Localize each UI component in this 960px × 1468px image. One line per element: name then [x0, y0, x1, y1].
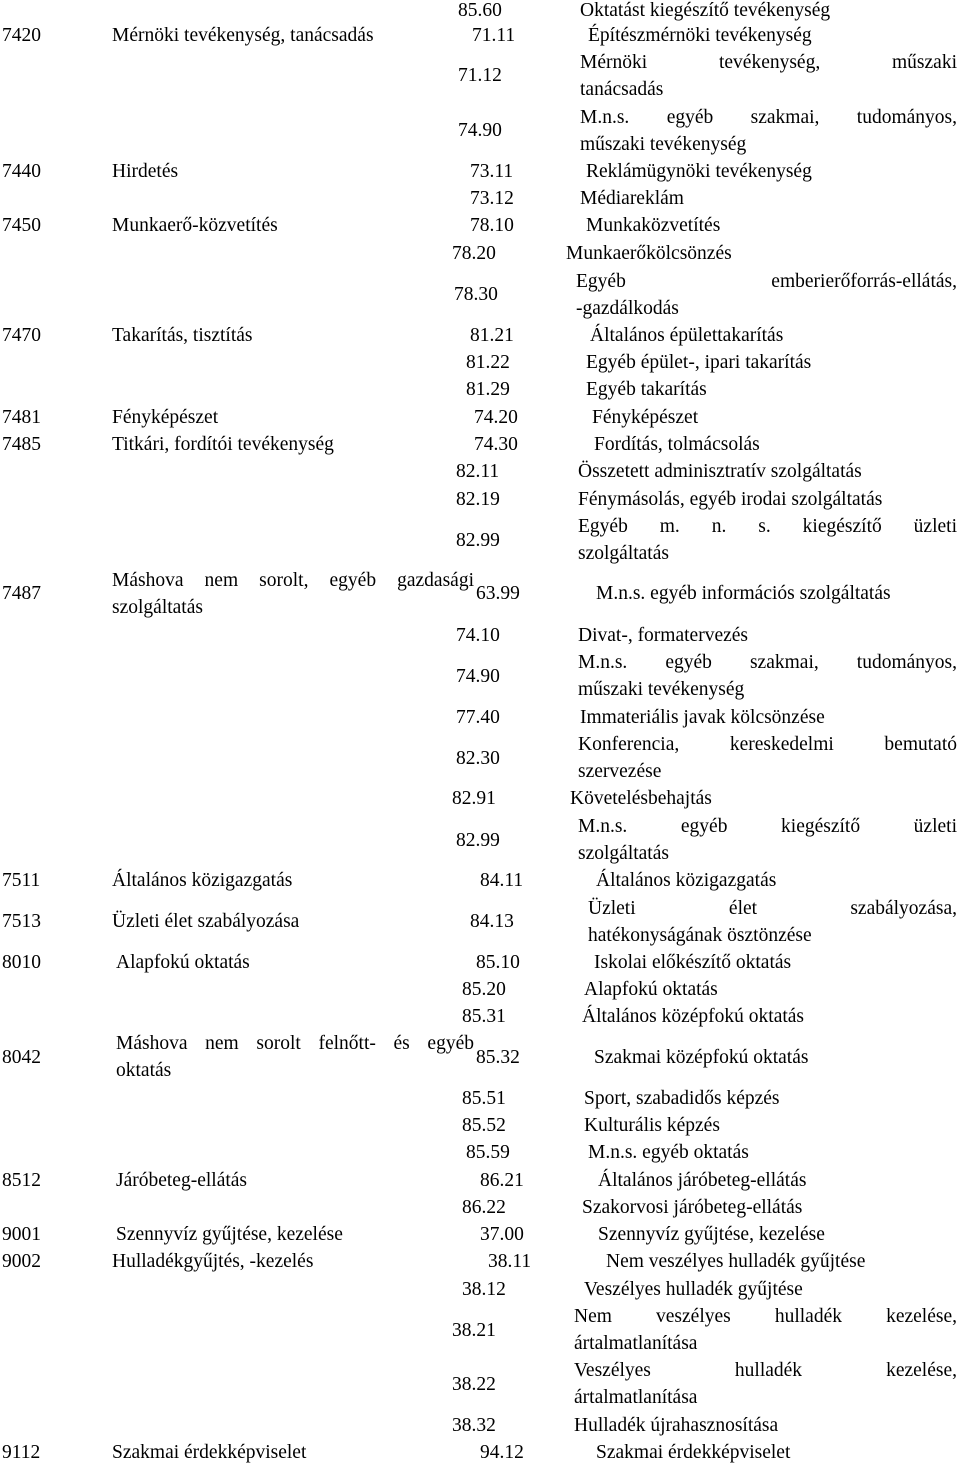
- description-line: M.n.s. egyéb kiegészítő üzleti: [578, 816, 957, 837]
- teaor-description: Oktatást kiegészítő tevékenység: [580, 0, 831, 21]
- table-row: [0, 1439, 960, 1466]
- table-row: [0, 1112, 960, 1139]
- table-row: [0, 268, 960, 322]
- table-row: [0, 704, 960, 731]
- teaor-description: Követelésbehajtás: [570, 788, 712, 809]
- description-line: Veszélyes hulladék kezelése,: [574, 1360, 957, 1381]
- activity-name: Szennyvíz gyűjtése, kezelése: [116, 1224, 343, 1245]
- teaor-description: Szakmai középfokú oktatás: [594, 1047, 809, 1068]
- teaor-code: 85.20: [462, 979, 506, 1000]
- teaor-code: 37.00: [480, 1224, 524, 1245]
- teaor-description: Divat-, formatervezés: [578, 625, 748, 646]
- teaor-description: Nem veszélyes hulladék gyűjtése: [606, 1251, 866, 1272]
- activity-name: Járóbeteg-ellátás: [116, 1170, 248, 1191]
- activity-code: 7511: [2, 870, 41, 891]
- description-line: műszaki tevékenység: [580, 134, 747, 155]
- table-row: [0, 1221, 960, 1248]
- table-row: [0, 158, 960, 185]
- teaor-code: 82.11: [456, 461, 500, 482]
- table-row: [0, 649, 960, 703]
- description-line: -gazdálkodás: [576, 298, 679, 319]
- table-row: [0, 622, 960, 649]
- activity-code: 9002: [2, 1251, 41, 1272]
- teaor-description: [576, 268, 957, 322]
- table-row: [0, 567, 960, 621]
- description-line: ártalmatlanítása: [574, 1387, 698, 1408]
- teaor-code: 85.32: [476, 1047, 520, 1068]
- activity-name: Munkaerő-közvetítés: [112, 215, 278, 236]
- teaor-code: 73.11: [470, 161, 514, 182]
- table-row: [0, 376, 960, 403]
- description-line: tanácsadás: [580, 79, 664, 100]
- teaor-code: 74.30: [474, 434, 518, 455]
- table-row: [0, 785, 960, 812]
- teaor-code: 78.10: [470, 215, 514, 236]
- table-row: [0, 949, 960, 976]
- table-row: [0, 867, 960, 894]
- activity-name: Fényképészet: [112, 407, 219, 428]
- table-row: [0, 404, 960, 431]
- description-line: műszaki tevékenység: [578, 679, 745, 700]
- activity-name: [116, 1030, 474, 1084]
- teaor-description: Egyéb épület-, ipari takarítás: [586, 352, 812, 373]
- table-row: [0, 0, 960, 24]
- table-row: [0, 1139, 960, 1166]
- teaor-code: 74.10: [456, 625, 500, 646]
- teaor-code: 71.11: [472, 25, 516, 46]
- teaor-description: Iskolai előkészítő oktatás: [594, 952, 792, 973]
- table-row: [0, 1248, 960, 1275]
- description-line: Mérnöki tevékenység, műszaki: [580, 52, 957, 73]
- table-row: [0, 1003, 960, 1030]
- activity-name: Hulladékgyűjtés, -kezelés: [112, 1251, 314, 1272]
- table-row: [0, 240, 960, 267]
- description-line: hatékonyságának ösztönzése: [588, 925, 812, 946]
- teaor-description: Általános járóbeteg-ellátás: [598, 1170, 807, 1191]
- description-line: Nem veszélyes hulladék kezelése,: [574, 1306, 957, 1327]
- description-line: M.n.s. egyéb szakmai, tudományos,: [578, 652, 957, 673]
- table-row: [0, 1412, 960, 1439]
- activity-code: 7481: [2, 407, 41, 428]
- activity-name: Hirdetés: [112, 161, 179, 182]
- table-row: [0, 322, 960, 349]
- teaor-description: Munkaközvetítés: [586, 215, 721, 236]
- table-row: [0, 431, 960, 458]
- teaor-code: 84.11: [480, 870, 524, 891]
- description-line: Üzleti élet szabályozása,: [588, 898, 957, 919]
- teaor-code: 78.20: [452, 243, 496, 264]
- teaor-description: Általános középfokú oktatás: [582, 1006, 805, 1027]
- activity-code: 7440: [2, 161, 41, 182]
- teaor-code: 84.13: [470, 911, 514, 932]
- teaor-code: 38.21: [452, 1320, 496, 1341]
- table-row: [0, 1167, 960, 1194]
- table-row: [0, 458, 960, 485]
- teaor-description: Fényképészet: [592, 407, 699, 428]
- teaor-code: 38.12: [462, 1279, 506, 1300]
- table-row: [0, 49, 960, 103]
- teaor-code: 82.99: [456, 830, 500, 851]
- teaor-description: Hulladék újrahasznosítása: [574, 1415, 779, 1436]
- teaor-description: [580, 104, 957, 158]
- table-row: [0, 22, 960, 49]
- teaor-description: Alapfokú oktatás: [584, 979, 718, 1000]
- description-line: ártalmatlanítása: [574, 1333, 698, 1354]
- table-row: [0, 1303, 960, 1357]
- activity-name: Üzleti élet szabályozása: [112, 911, 300, 932]
- table-row: [0, 212, 960, 239]
- teaor-description: Szakmai érdekképviselet: [596, 1442, 791, 1463]
- activity-code: 9112: [2, 1442, 41, 1463]
- activity-name: Alapfokú oktatás: [116, 952, 250, 973]
- activity-code: 8010: [2, 952, 41, 973]
- teaor-code: 85.51: [462, 1088, 506, 1109]
- teaor-description: Médiareklám: [580, 188, 684, 209]
- teaor-code: 74.90: [458, 120, 502, 141]
- table-row: [0, 349, 960, 376]
- teaor-description: [574, 1357, 957, 1411]
- activity-code: 9001: [2, 1224, 41, 1245]
- name-line: Máshova nem sorolt, egyéb gazdasági: [112, 570, 474, 591]
- teaor-description: Általános közigazgatás: [596, 870, 777, 891]
- table-row: [0, 486, 960, 513]
- activity-name: Mérnöki tevékenység, tanácsadás: [112, 25, 374, 46]
- teaor-description: M.n.s. egyéb információs szolgáltatás: [596, 583, 891, 604]
- teaor-code: 81.21: [470, 325, 514, 346]
- description-line: szolgáltatás: [578, 543, 669, 564]
- teaor-code: 85.31: [462, 1006, 506, 1027]
- name-line: Máshova nem sorolt felnőtt- és egyéb: [116, 1033, 474, 1054]
- table-row: [0, 976, 960, 1003]
- teaor-description: Reklámügynöki tevékenység: [586, 161, 812, 182]
- activity-code: 8042: [2, 1047, 41, 1068]
- teaor-code: 38.32: [452, 1415, 496, 1436]
- teaor-code: 85.59: [466, 1142, 510, 1163]
- name-line: oktatás: [116, 1060, 172, 1081]
- teaor-code: 82.91: [452, 788, 496, 809]
- teaor-code: 85.60: [458, 0, 502, 21]
- table-row: [0, 185, 960, 212]
- teaor-code: 71.12: [458, 65, 502, 86]
- teaor-description: [578, 813, 957, 867]
- teaor-code: 38.22: [452, 1374, 496, 1395]
- teaor-description: Fénymásolás, egyéb irodai szolgáltatás: [578, 489, 883, 510]
- teaor-code: 74.90: [456, 666, 500, 687]
- teaor-code: 38.11: [488, 1251, 532, 1272]
- teaor-description: Szakorvosi járóbeteg-ellátás: [582, 1197, 803, 1218]
- teaor-description: Veszélyes hulladék gyűjtése: [584, 1279, 803, 1300]
- table-row: [0, 1357, 960, 1411]
- teaor-code: 63.99: [476, 583, 520, 604]
- table-row: [0, 1194, 960, 1221]
- teaor-code: 81.29: [466, 379, 510, 400]
- table-row: [0, 731, 960, 785]
- teaor-code: 85.52: [462, 1115, 506, 1136]
- teaor-code: 78.30: [454, 284, 498, 305]
- teaor-code: 82.19: [456, 489, 500, 510]
- teaor-description: Egyéb takarítás: [586, 379, 707, 400]
- teaor-code: 77.40: [456, 707, 500, 728]
- activity-code: 7420: [2, 25, 41, 46]
- teaor-code: 94.12: [480, 1442, 524, 1463]
- teaor-description: Kulturális képzés: [584, 1115, 720, 1136]
- description-line: szolgáltatás: [578, 843, 669, 864]
- teaor-description: [578, 649, 957, 703]
- description-line: szervezése: [578, 761, 662, 782]
- description-line: M.n.s. egyéb szakmai, tudományos,: [580, 107, 957, 128]
- table-row: [0, 1276, 960, 1303]
- activity-code: 8512: [2, 1170, 41, 1191]
- activity-code: 7450: [2, 215, 41, 236]
- teaor-description: M.n.s. egyéb oktatás: [588, 1142, 749, 1163]
- teaor-code: 81.22: [466, 352, 510, 373]
- teaor-description: [574, 1303, 957, 1357]
- teaor-description: Építészmérnöki tevékenység: [588, 25, 812, 46]
- teaor-description: [578, 731, 957, 785]
- teaor-code: 86.21: [480, 1170, 524, 1191]
- teaor-code: 82.99: [456, 530, 500, 551]
- description-line: Egyéb emberierőforrás-ellátás,: [576, 271, 957, 292]
- activity-name: Szakmai érdekképviselet: [112, 1442, 307, 1463]
- table-row: [0, 104, 960, 158]
- activity-name: [112, 567, 474, 621]
- teaor-description: [580, 49, 957, 103]
- teaor-code: 86.22: [462, 1197, 506, 1218]
- teaor-code: 73.12: [470, 188, 514, 209]
- activity-code: 7513: [2, 911, 41, 932]
- table-row: [0, 895, 960, 949]
- table-row: [0, 1030, 960, 1084]
- table-row: [0, 1085, 960, 1112]
- teaor-description: Sport, szabadidős képzés: [584, 1088, 780, 1109]
- teaor-description: Munkaerőkölcsönzés: [566, 243, 732, 264]
- teaor-code: 82.30: [456, 748, 500, 769]
- activity-name: Takarítás, tisztítás: [112, 325, 253, 346]
- teaor-description: Összetett adminisztratív szolgáltatás: [578, 461, 862, 482]
- name-line: szolgáltatás: [112, 597, 203, 618]
- activity-code: 7470: [2, 325, 41, 346]
- teaor-description: Szennyvíz gyűjtése, kezelése: [598, 1224, 825, 1245]
- description-line: Konferencia, kereskedelmi bemutató: [578, 734, 957, 755]
- teaor-description: Immateriális javak kölcsönzése: [580, 707, 825, 728]
- description-line: Egyéb m. n. s. kiegészítő üzleti: [578, 516, 957, 537]
- teaor-description: Általános épülettakarítás: [590, 325, 784, 346]
- table-row: [0, 813, 960, 867]
- teaor-description: [588, 895, 957, 949]
- table-row: [0, 513, 960, 567]
- activity-code: 7485: [2, 434, 41, 455]
- teaor-description: Fordítás, tolmácsolás: [594, 434, 760, 455]
- teaor-code: 85.10: [476, 952, 520, 973]
- activity-code: 7487: [2, 583, 41, 604]
- activity-name: Titkári, fordítói tevékenység: [112, 434, 334, 455]
- teaor-description: [578, 513, 957, 567]
- activity-name: Általános közigazgatás: [112, 870, 293, 891]
- teaor-code: 74.20: [474, 407, 518, 428]
